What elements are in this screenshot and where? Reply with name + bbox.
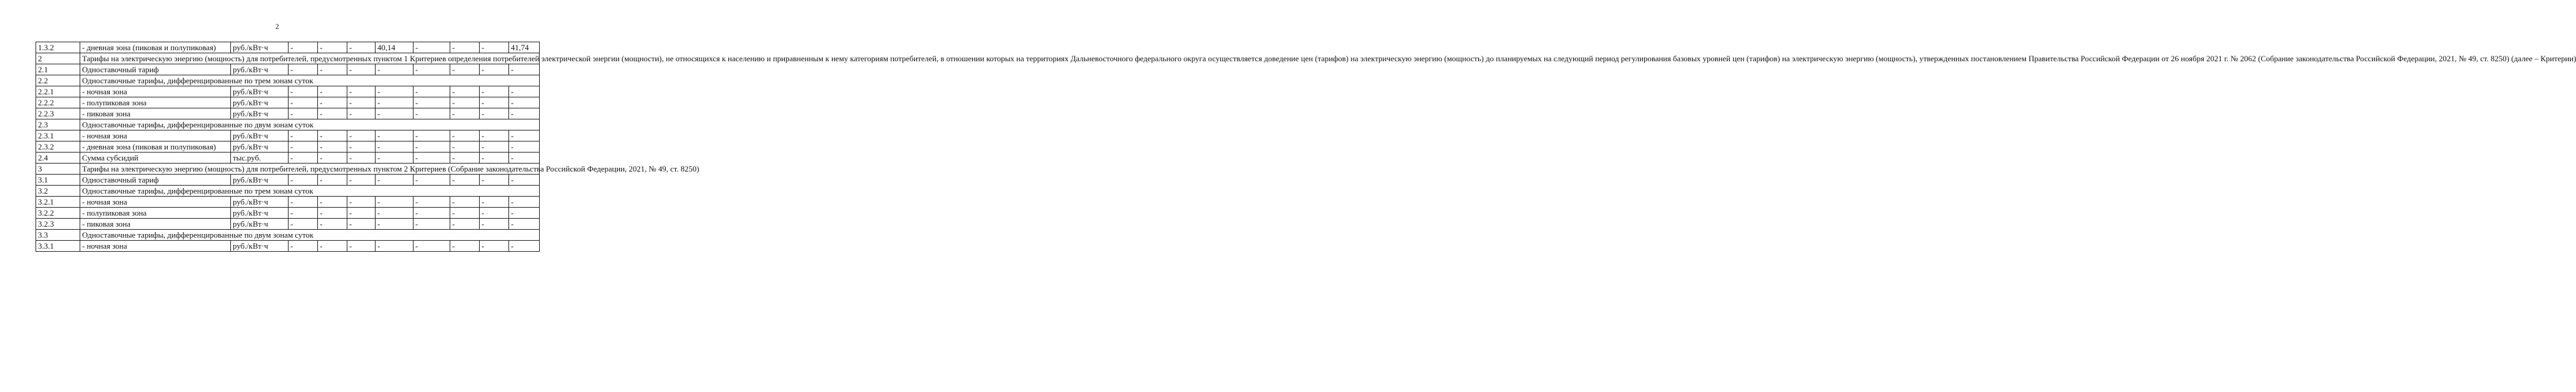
value-cell: - <box>289 219 318 230</box>
row-name: - полупиковая зона <box>80 208 231 219</box>
value-cell: - <box>318 86 347 97</box>
row-name: - ночная зона <box>80 130 231 141</box>
value-cell: - <box>376 197 414 208</box>
value-cell: - <box>509 241 540 252</box>
value-cell: - <box>347 208 376 219</box>
value-cell: - <box>509 97 540 108</box>
row-number: 3 <box>36 164 80 175</box>
value-cell: - <box>347 153 376 164</box>
row-number: 2.2.2 <box>36 97 80 108</box>
table-row <box>36 208 540 219</box>
value-cell: - <box>414 208 450 219</box>
table-row <box>36 186 540 197</box>
value-cell: - <box>376 64 414 75</box>
row-number: 3.2.2 <box>36 208 80 219</box>
value-cell: - <box>414 108 450 119</box>
table-row <box>36 97 540 108</box>
row-number: 3.2.3 <box>36 219 80 230</box>
value-cell: - <box>347 130 376 141</box>
table-row <box>36 153 540 164</box>
value-cell: - <box>318 130 347 141</box>
value-cell: - <box>450 219 480 230</box>
row-unit: руб./кВт·ч <box>231 197 289 208</box>
row-number: 2.4 <box>36 153 80 164</box>
value-cell: - <box>347 219 376 230</box>
row-name: - дневная зона (пиковая и полупиковая) <box>80 42 231 53</box>
value-cell: - <box>480 86 509 97</box>
value-cell: - <box>318 64 347 75</box>
value-cell: - <box>480 42 509 53</box>
value-cell: - <box>376 208 414 219</box>
value-cell: - <box>289 97 318 108</box>
row-unit: руб./кВт·ч <box>231 219 289 230</box>
value-cell: - <box>376 175 414 186</box>
value-cell: - <box>450 42 480 53</box>
value-cell: - <box>480 141 509 153</box>
value-cell: 41,74 <box>509 42 540 53</box>
table-row <box>36 141 540 153</box>
row-name: - ночная зона <box>80 86 231 97</box>
value-cell: - <box>509 208 540 219</box>
value-cell: - <box>480 153 509 164</box>
value-cell: - <box>347 175 376 186</box>
value-cell: - <box>480 130 509 141</box>
value-cell: - <box>414 197 450 208</box>
value-cell: - <box>347 241 376 252</box>
value-cell: - <box>480 64 509 75</box>
row-number: 2.3.1 <box>36 130 80 141</box>
value-cell: - <box>414 175 450 186</box>
table-row <box>36 164 540 175</box>
value-cell: - <box>480 241 509 252</box>
row-number: 2.2.1 <box>36 86 80 97</box>
value-cell: - <box>318 175 347 186</box>
row-unit: руб./кВт·ч <box>231 241 289 252</box>
value-cell: - <box>347 86 376 97</box>
value-cell: - <box>450 153 480 164</box>
row-number: 2.2.3 <box>36 108 80 119</box>
value-cell: - <box>509 141 540 153</box>
value-cell: - <box>480 219 509 230</box>
value-cell: - <box>376 241 414 252</box>
table-row <box>36 219 540 230</box>
value-cell: - <box>509 175 540 186</box>
section-heading: Одноставочные тарифы, дифференцированные по двум зонам суток <box>80 119 540 130</box>
row-unit: руб./кВт·ч <box>231 86 289 97</box>
table-row <box>36 86 540 97</box>
table-row <box>36 108 540 119</box>
value-cell: - <box>318 153 347 164</box>
value-cell: - <box>347 97 376 108</box>
section-heading: Одноставочные тарифы, дифференцированные по двум зонам суток <box>80 230 540 241</box>
table-row <box>36 175 540 186</box>
row-unit: руб./кВт·ч <box>231 97 289 108</box>
row-unit: руб./кВт·ч <box>231 42 289 53</box>
row-unit: руб./кВт·ч <box>231 108 289 119</box>
row-name: Одноставочный тариф <box>80 175 231 186</box>
value-cell: - <box>318 141 347 153</box>
value-cell: - <box>318 108 347 119</box>
row-number: 3.3.1 <box>36 241 80 252</box>
row-number: 3.2.1 <box>36 197 80 208</box>
value-cell: - <box>480 175 509 186</box>
value-cell: - <box>318 241 347 252</box>
value-cell: - <box>289 208 318 219</box>
value-cell: 40,14 <box>376 42 414 53</box>
row-number: 2.3 <box>36 119 80 130</box>
value-cell: - <box>414 241 450 252</box>
value-cell: - <box>318 219 347 230</box>
value-cell: - <box>289 86 318 97</box>
table-row <box>36 119 540 130</box>
value-cell: - <box>376 153 414 164</box>
value-cell: - <box>480 97 509 108</box>
value-cell: - <box>376 130 414 141</box>
value-cell: - <box>376 108 414 119</box>
value-cell: - <box>480 197 509 208</box>
value-cell: - <box>450 64 480 75</box>
section-heading: Тарифы на электрическую энергию (мощность) для потребителей, предусмотренных пунктом 2 Критериев (Собрание законодательства Российской Федерации, 2021, № 49, ст. 8250) <box>80 164 540 175</box>
value-cell: - <box>509 130 540 141</box>
value-cell: - <box>376 97 414 108</box>
value-cell: - <box>414 219 450 230</box>
value-cell: - <box>289 141 318 153</box>
table-row <box>36 53 540 64</box>
row-number: 3.3 <box>36 230 80 241</box>
row-number: 2.3.2 <box>36 141 80 153</box>
row-name: - ночная зона <box>80 241 231 252</box>
value-cell: - <box>289 197 318 208</box>
value-cell: - <box>347 108 376 119</box>
value-cell: - <box>289 42 318 53</box>
row-unit: руб./кВт·ч <box>231 64 289 75</box>
value-cell: - <box>450 208 480 219</box>
value-cell: - <box>450 241 480 252</box>
value-cell: - <box>289 153 318 164</box>
value-cell: - <box>289 108 318 119</box>
value-cell: - <box>509 64 540 75</box>
value-cell: - <box>450 175 480 186</box>
value-cell: - <box>289 241 318 252</box>
value-cell: - <box>450 130 480 141</box>
row-name: - пиковая зона <box>80 108 231 119</box>
value-cell: - <box>509 86 540 97</box>
section-heading: Одноставочные тарифы, дифференцированные по трем зонам суток <box>80 186 540 197</box>
value-cell: - <box>509 108 540 119</box>
value-cell: - <box>509 153 540 164</box>
table-row <box>36 241 540 252</box>
section-heading: Одноставочные тарифы, дифференцированные по трем зонам суток <box>80 75 540 86</box>
row-name: - ночная зона <box>80 197 231 208</box>
value-cell: - <box>347 42 376 53</box>
value-cell: - <box>414 130 450 141</box>
value-cell: - <box>414 97 450 108</box>
table-row <box>36 42 540 53</box>
row-unit: руб./кВт·ч <box>231 208 289 219</box>
value-cell: - <box>318 42 347 53</box>
value-cell: - <box>450 86 480 97</box>
value-cell: - <box>509 197 540 208</box>
row-name: - полупиковая зона <box>80 97 231 108</box>
value-cell: - <box>376 141 414 153</box>
value-cell: - <box>509 219 540 230</box>
value-cell: - <box>318 197 347 208</box>
value-cell: - <box>414 86 450 97</box>
row-number: 3.1 <box>36 175 80 186</box>
value-cell: - <box>347 197 376 208</box>
value-cell: - <box>414 141 450 153</box>
row-unit: руб./кВт·ч <box>231 141 289 153</box>
value-cell: - <box>289 175 318 186</box>
row-name: Сумма субсидий <box>80 153 231 164</box>
table-row <box>36 230 540 241</box>
table-row <box>36 197 540 208</box>
value-cell: - <box>347 64 376 75</box>
row-name: - дневная зона (пиковая и полупиковая) <box>80 141 231 153</box>
value-cell: - <box>450 108 480 119</box>
section-heading: Тарифы на электрическую энергию (мощность) для потребителей, предусмотренных пунктом 1 Критериев определения потребителей электрической энергии (мощности), не относящихся к населению и приравненным к нему категориям потребителей, в отношении которых на территориях Дальневосточного федерального округа осуществляется доведение цен (тарифов) на электрическую энергию (мощность) до планируемых на следующий период регулирования базовых уровней цен (тарифов) на электрическую энергию (мощность), утвержденных постановлением Правительства Российской Федерации от 26 ноября 2021 г. № 2062 (Собрание законодательства Российской Федерации, 2021, № 49, ст. 8250) (далее – Критерии) <box>80 53 540 64</box>
value-cell: - <box>347 141 376 153</box>
row-unit: тыс.руб. <box>231 153 289 164</box>
row-number: 2.2 <box>36 75 80 86</box>
row-unit: руб./кВт·ч <box>231 175 289 186</box>
value-cell: - <box>289 130 318 141</box>
row-name: Одноставочный тариф <box>80 64 231 75</box>
value-cell: - <box>376 86 414 97</box>
row-unit: руб./кВт·ч <box>231 130 289 141</box>
value-cell: - <box>414 42 450 53</box>
table-row <box>36 75 540 86</box>
page-number: 2 <box>275 22 279 31</box>
value-cell: - <box>414 64 450 75</box>
row-number: 2.1 <box>36 64 80 75</box>
value-cell: - <box>318 208 347 219</box>
value-cell: - <box>450 141 480 153</box>
row-number: 3.2 <box>36 186 80 197</box>
value-cell: - <box>318 97 347 108</box>
value-cell: - <box>414 153 450 164</box>
value-cell: - <box>450 97 480 108</box>
row-number: 1.3.2 <box>36 42 80 53</box>
tariff-table <box>36 42 2576 252</box>
value-cell: - <box>480 108 509 119</box>
table-row <box>36 130 540 141</box>
row-number: 2 <box>36 53 80 64</box>
value-cell: - <box>376 219 414 230</box>
value-cell: - <box>289 64 318 75</box>
value-cell: - <box>480 208 509 219</box>
table-row <box>36 64 540 75</box>
value-cell: - <box>450 197 480 208</box>
row-name: - пиковая зона <box>80 219 231 230</box>
